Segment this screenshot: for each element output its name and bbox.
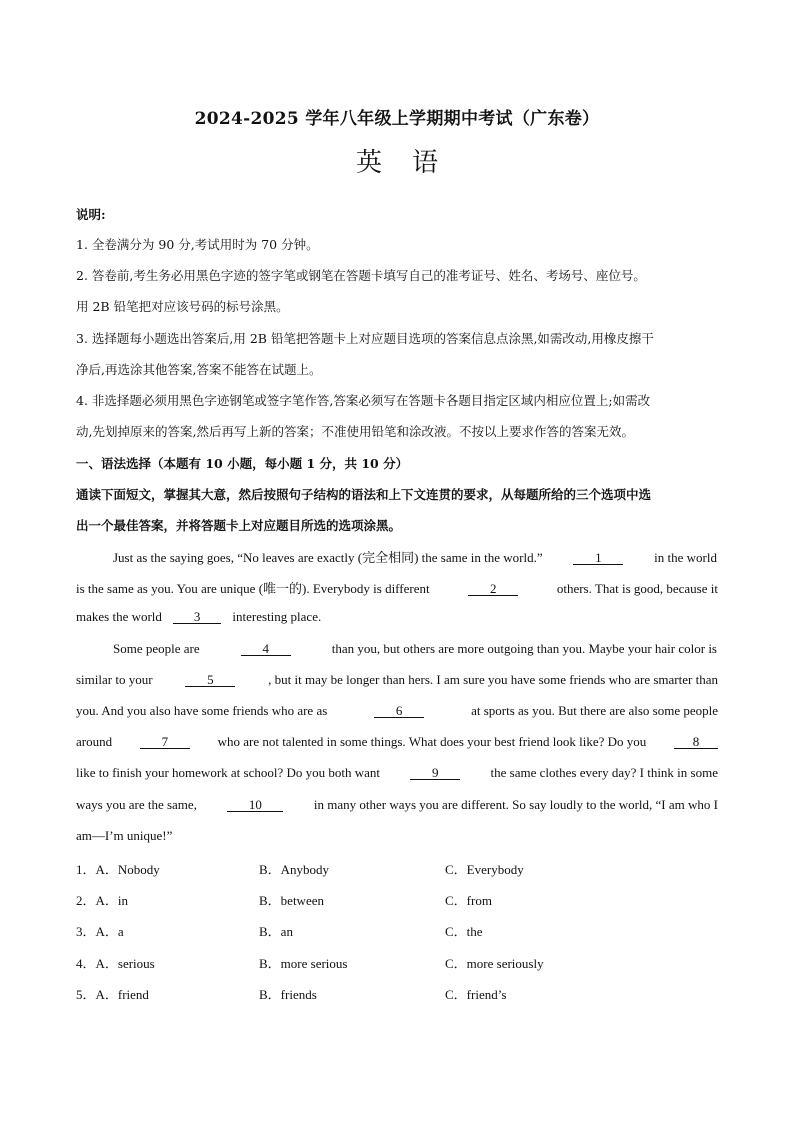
answer-blank: 2 xyxy=(468,582,518,596)
question-option-b: B．between xyxy=(259,893,324,908)
passage-line xyxy=(76,765,718,781)
question-option-c: C．from xyxy=(445,893,492,908)
passage-line xyxy=(76,797,718,813)
passage-line xyxy=(76,703,718,719)
passage-text: who are not talented in some things. What does your best friend look like? Do you xyxy=(217,734,647,749)
question-option-c: C．more seriously xyxy=(445,956,544,971)
passage-line xyxy=(76,672,718,688)
question-option-a: 3．A．a xyxy=(76,924,124,939)
instructions-heading: 说明: xyxy=(76,207,106,222)
passage-text: in the world xyxy=(654,550,717,565)
answer-blank: 4 xyxy=(241,642,291,656)
passage-text: in many other ways you are different. So say loudly to the world, “I am who I xyxy=(313,797,718,812)
answer-blank: 8 xyxy=(674,735,718,749)
question-option-c: C．Everybody xyxy=(445,862,524,877)
passage-text: others. That is good, because it xyxy=(556,581,718,596)
answer-blank: 7 xyxy=(140,735,190,749)
passage-text: , but it may be longer than hers. I am sure you have some friends who are smarter than xyxy=(268,672,718,687)
passage-text: Some people are xyxy=(113,641,200,656)
passage-text: ways you are the same, xyxy=(76,797,197,812)
passage-text: makes the world xyxy=(76,609,162,624)
instruction-line: 2. 答卷前,考生务必用黑色字迹的签字笔或钢笔在答题卡填写自己的准考证号、姓名、考场号、座位号。 xyxy=(76,268,646,283)
exam-title: 2024-2025 学年八年级上学期期中考试（广东卷） xyxy=(194,109,600,129)
instruction-line: 3. 选择题每小题选出答案后,用 2B 铅笔把答题卡上对应题目选项的答案信息点涂黑,如需改动,用橡皮擦干 xyxy=(76,331,654,346)
passage-text: than you, but others are more outgoing than you. Maybe your hair color is xyxy=(331,641,717,656)
passage-line xyxy=(76,609,321,625)
passage-line: am—I’m unique!” xyxy=(76,828,173,843)
subject-title: 英语 xyxy=(355,148,468,178)
question-option-c: C．the xyxy=(445,924,483,939)
passage-line xyxy=(113,547,717,566)
passage-text: is the same as you. You are unique (唯一的). Everybody is different xyxy=(76,581,430,596)
passage-line xyxy=(76,734,718,750)
question-option-a: 5．A．friend xyxy=(76,987,149,1002)
passage-text: you. And you also have some friends who are as xyxy=(76,703,328,718)
instruction-line: 4. 非选择题必须用黑色字迹钢笔或签字笔作答,答案必须写在答题卡各题目指定区域内相应位置上;如需改 xyxy=(76,393,651,408)
passage-line xyxy=(113,641,717,657)
passage-line xyxy=(76,578,718,597)
section-directions: 通读下面短文，掌握其大意，然后按照句子结构的语法和上下文连贯的要求，从每题所给的三个选项中选 xyxy=(76,487,652,502)
section-directions: 出一个最佳答案，并将答题卡上对应题目所选的选项涂黑。 xyxy=(76,518,402,533)
answer-blank: 5 xyxy=(185,673,235,687)
passage-text: the same clothes every day? I think in some xyxy=(490,765,718,780)
passage-text: at sports as you. But there are also some people xyxy=(471,703,718,718)
question-option-b: B．more serious xyxy=(259,956,348,971)
answer-blank: 3 xyxy=(173,610,221,624)
instruction-line: 动,先划掉原来的答案,然后再写上新的答案；不准使用铅笔和涂改液。不按以上要求作答的答案无效。 xyxy=(76,424,634,439)
question-option-b: B．friends xyxy=(259,987,317,1002)
answer-blank: 6 xyxy=(374,704,424,718)
answer-blank: 1 xyxy=(573,551,623,565)
instruction-line: 净后,再选涂其他答案,答案不能答在试题上。 xyxy=(76,362,322,377)
passage-text: similar to your xyxy=(76,672,153,687)
passage-text: like to finish your homework at school? Do you both want xyxy=(76,765,381,780)
passage-text: around xyxy=(76,734,113,749)
section-heading: 一、语法选择（本题有 10 小题，每小题 1 分，共 10 分） xyxy=(76,456,409,471)
answer-blank: 10 xyxy=(227,798,283,812)
question-option-c: C．friend’s xyxy=(445,987,507,1002)
passage-text: Just as the saying goes, “No leaves are exactly (完全相同) the same in the world.” xyxy=(113,550,543,565)
question-option-a: 1．A．Nobody xyxy=(76,862,160,877)
instruction-line: 1. 全卷满分为 90 分,考试用时为 70 分钟。 xyxy=(76,237,319,252)
question-option-b: B．Anybody xyxy=(259,862,330,877)
instruction-line: 用 2B 铅笔把对应该号码的标号涂黑。 xyxy=(76,299,289,314)
question-option-b: B．an xyxy=(259,924,293,939)
question-option-a: 4．A．serious xyxy=(76,956,155,971)
question-option-a: 2．A．in xyxy=(76,893,129,908)
passage-text: interesting place. xyxy=(232,609,322,624)
answer-blank: 9 xyxy=(410,766,460,780)
